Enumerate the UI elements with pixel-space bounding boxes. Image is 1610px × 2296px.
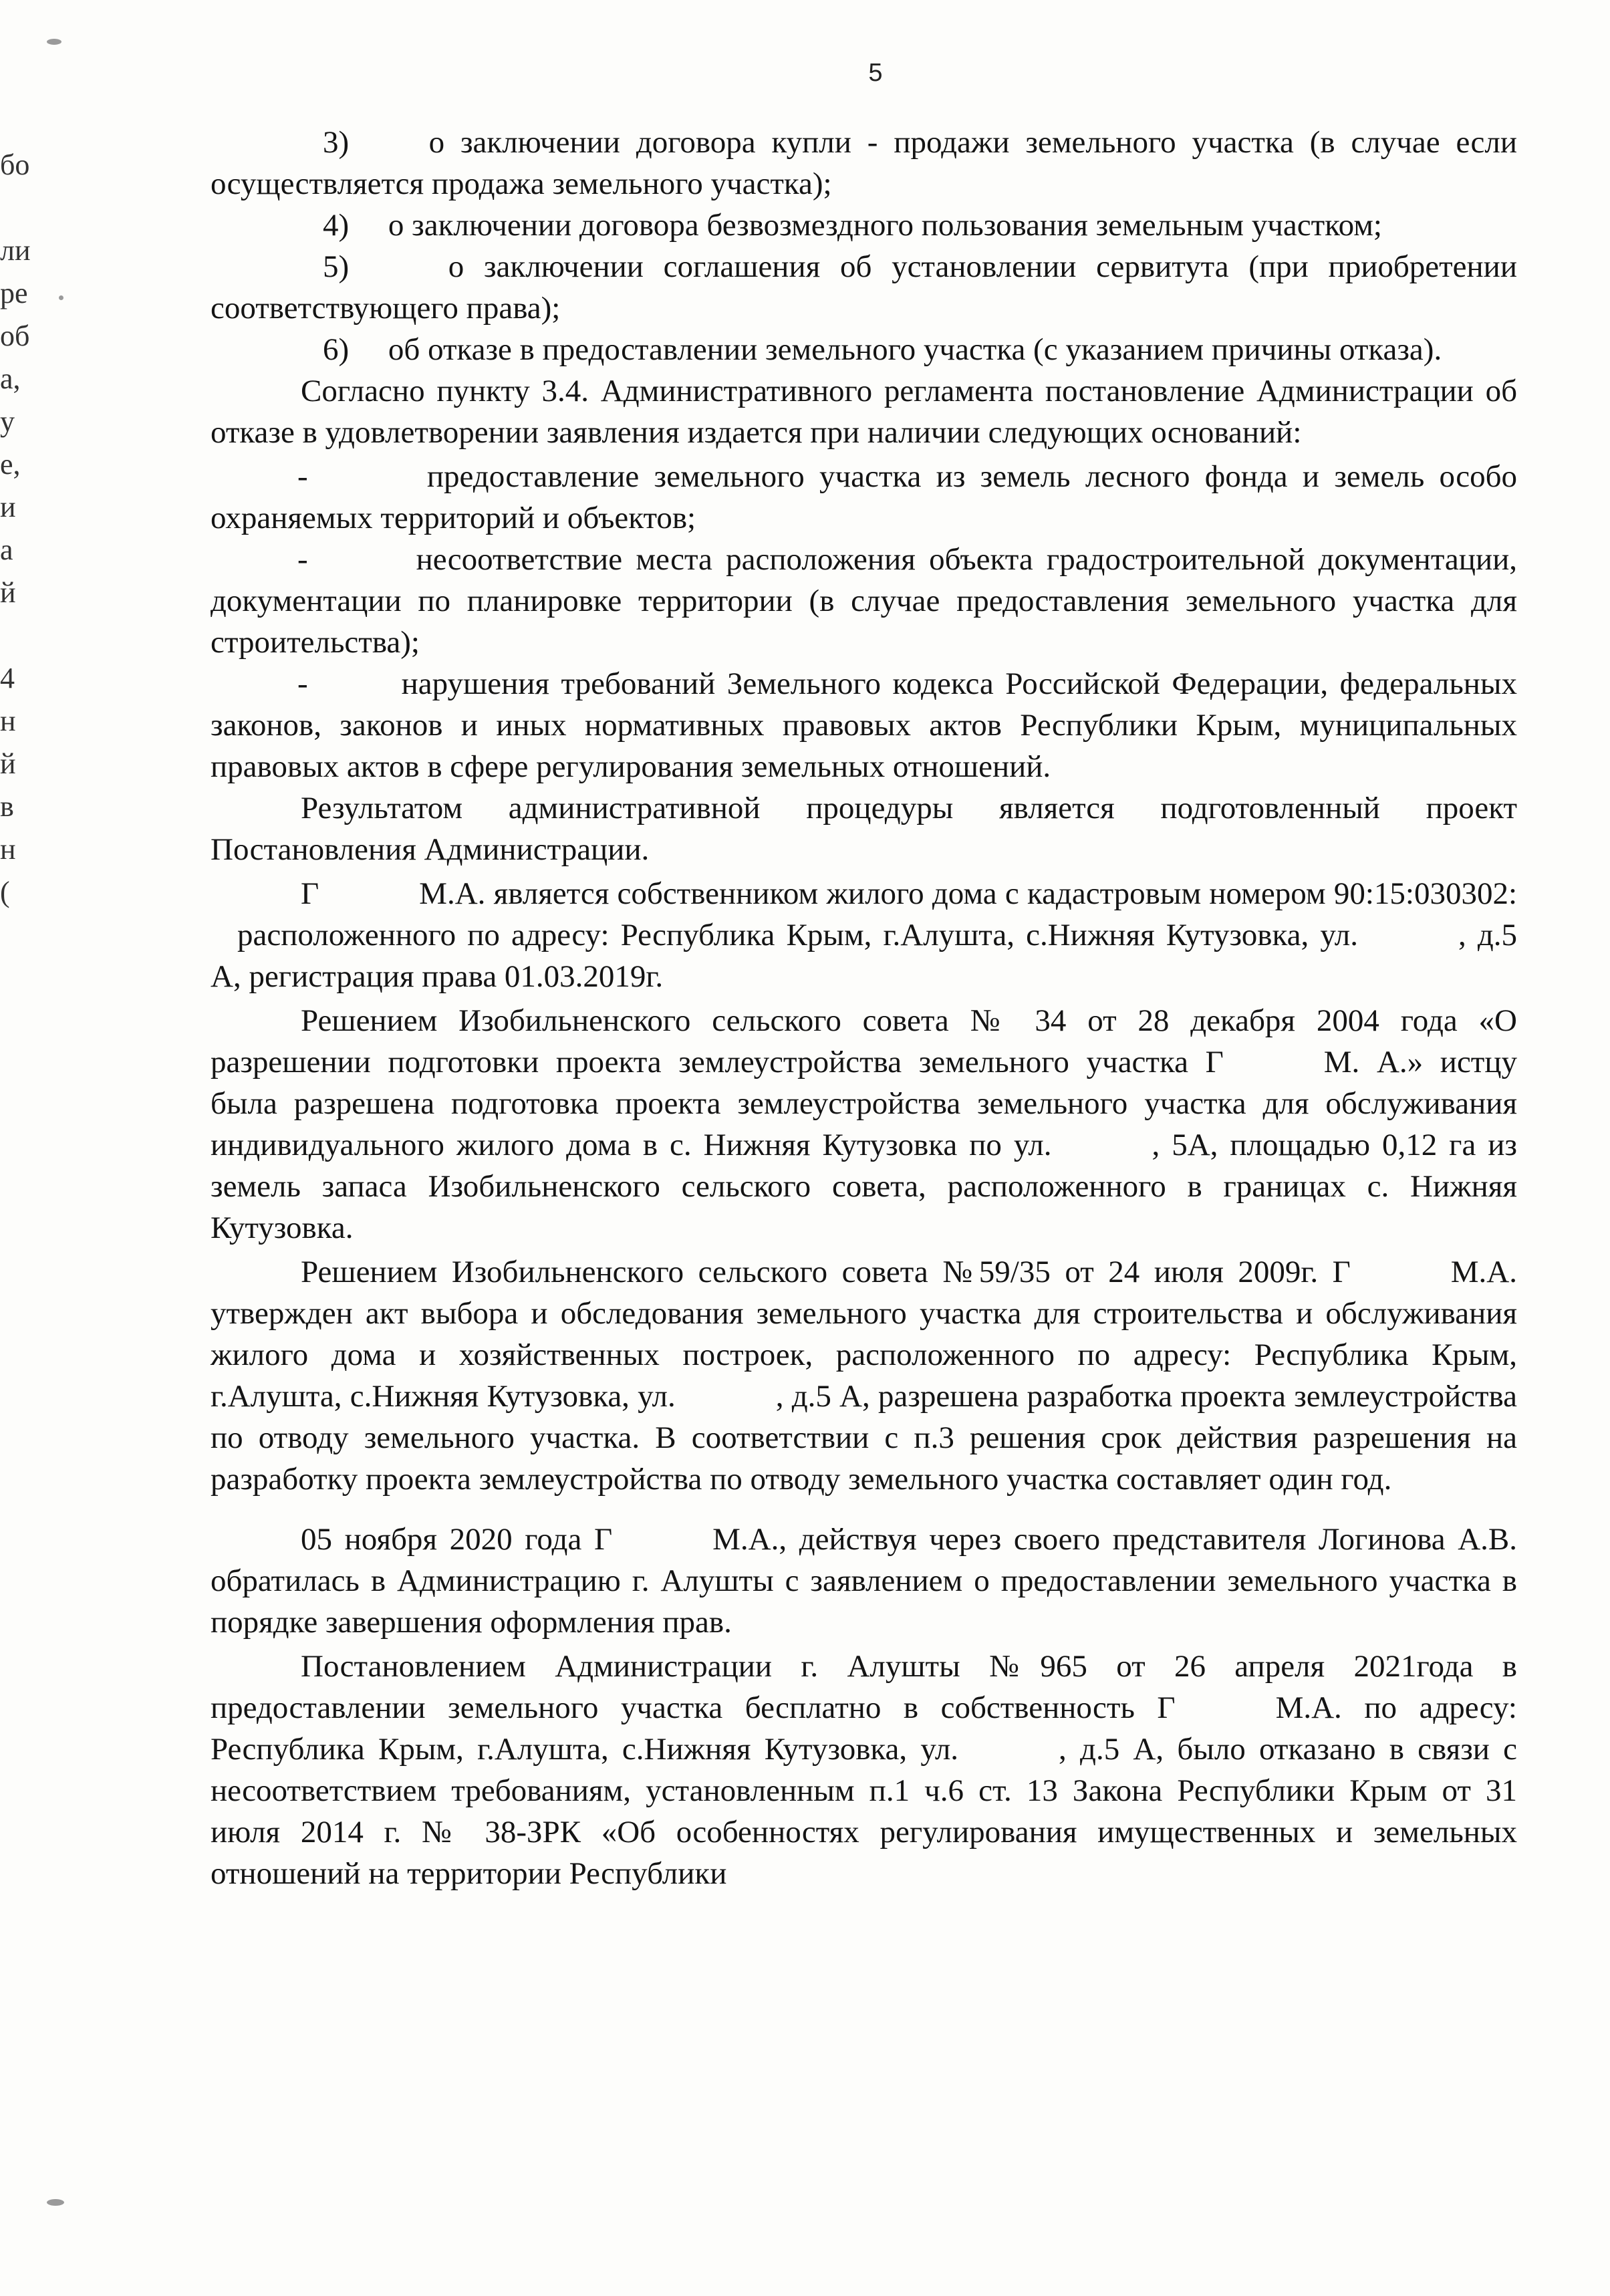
text-run: Решением Изобильненского сельского совета №59/35 от 24 июля 2009г. Г — [301, 1255, 1351, 1289]
list-dash: - — [297, 666, 308, 701]
paragraph-application-2020 — [211, 1519, 1517, 1643]
margin-fragment: й — [0, 747, 16, 780]
page-number: 5 — [868, 59, 883, 87]
list-item-outcome-4 — [211, 205, 1517, 246]
list-text: нарушения требований Земельного кодекса Российской Федерации, федеральных законов, законов и иных нормативных правовых актов Республики Крым, муниципальных правовых актов в сфере регулирования земельных отношений. — [211, 666, 1517, 784]
margin-fragment: и — [0, 491, 16, 523]
margin-fragment: 4 — [0, 662, 15, 694]
paragraph-result: Результатом административной процедуры является подготовленный проект Постановления Администрации. — [211, 791, 1517, 867]
list-number: 6) — [323, 332, 350, 367]
list-number: 3) — [323, 125, 350, 160]
scan-speck — [47, 39, 61, 45]
text-run: М. А.» истцу была разрешена подготовка проекта землеустройства земельного участка для обслуживания индивидуального жилого дома в с. Нижняя Кутузовка по ул. — [211, 1045, 1517, 1162]
margin-fragment: ли — [0, 234, 31, 267]
text-run: , д.5 А, регистрация права 01.03.2019г. — [211, 918, 1517, 994]
text-run: М.А. по адресу: Республика Крым, г.Алушта, с.Нижняя Кутузовка, ул. — [211, 1690, 1517, 1767]
previous-page-margin-bleed — [0, 144, 35, 914]
list-number: 5) — [323, 249, 350, 284]
text-run: расположенного по адресу: Республика Крым, г.Алушта, с.Нижняя Кутузовка, ул. — [237, 918, 1358, 952]
list-dash: - — [297, 542, 308, 577]
list-text: предоставление земельного участка из земель лесного фонда и земель особо охраняемых территорий и объектов; — [211, 459, 1517, 535]
list-text: о заключении договора безвозмездного пользования земельным участком; — [388, 208, 1382, 243]
text-run: , д.5 А, разрешена разработка проекта землеустройства по отводу земельного участка. В соответствии с п.3 решения срок действия разрешения на разработку проекта землеустройства по отводу земельного участка составляет один год. — [211, 1379, 1517, 1497]
margin-fragment: бо — [0, 148, 30, 181]
list-item-outcome-3 — [211, 122, 1517, 205]
margin-fragment: ( — [0, 876, 10, 908]
text-run: М.А., действуя через своего представителя Логинова А.В. обратилась в Администрацию г. Алушты с заявлением о предоставлении земельного участка в порядке завершения оформления прав. — [211, 1522, 1517, 1640]
list-text: о заключении соглашения об установлении сервитута (при приобретении соответствующего права); — [211, 249, 1517, 326]
text-run: , д.5 А, было отказано в связи с несоответствием требованиям, установленным п.1 ч.6 ст. 13 Закона Республики Крым от 31 июля 2014 г. № 38-ЗРК «Об особенностях регулирования имущественных и земельных отношений на территории Республики — [211, 1732, 1518, 1891]
margin-fragment: в — [0, 790, 14, 823]
list-text: несоответствие места расположения объекта градостроительной документации, документации по планировке территории (в случае предоставления земельного участка для строительства); — [211, 542, 1518, 660]
list-item-outcome-5 — [211, 246, 1517, 329]
margin-fragment: а, — [0, 362, 21, 395]
margin-fragment: н — [0, 705, 16, 737]
text-run: Решением Изобильненского сельского совета № 34 от 28 декабря 2004 года «О разрешении подготовки проекта землеустройства земельного участка Г — [211, 1003, 1517, 1079]
list-number: 4) — [323, 208, 350, 243]
list-item-ground — [211, 539, 1517, 663]
margin-fragment: ре — [0, 277, 28, 309]
margin-fragment: й — [0, 576, 16, 609]
margin-fragment — [0, 186, 35, 229]
text-run: 05 ноября 2020 года Г — [301, 1522, 613, 1557]
scan-speck — [59, 295, 63, 300]
text-run: , 5А, площадью 0,12 га из земель запаса Изобильненского сельского совета, расположенного в границах с. Нижняя Кутузовка. — [211, 1128, 1518, 1245]
paragraph-resolution-2021 — [211, 1646, 1517, 1894]
margin-fragment: об — [0, 320, 30, 352]
scan-speck — [47, 2199, 64, 2206]
text-run: М.А. является собственником жилого дома с кадастровым номером 90:15:030302: — [419, 876, 1517, 911]
list-item-ground — [211, 663, 1517, 787]
margin-fragment: е, — [0, 448, 21, 481]
margin-fragment: а — [0, 533, 13, 566]
list-item-ground — [211, 456, 1517, 539]
document-body — [211, 122, 1517, 1897]
list-text: об отказе в предоставлении земельного участка (с указанием причины отказа). — [388, 332, 1442, 367]
list-dash: - — [297, 459, 308, 494]
list-text: о заключении договора купли - продажи земельного участка (в случае если осуществляется продажа земельного участка); — [211, 125, 1517, 201]
text-run: Г — [301, 876, 319, 911]
text-run: Постановлением Администрации г. Алушты №965 от 26 апреля 2021года в предоставлении земельного участка бесплатно в собственность Г — [211, 1649, 1517, 1725]
paragraph-decision-2004 — [211, 1000, 1517, 1249]
margin-fragment: у — [0, 405, 15, 438]
text-run: М.А. утвержден акт выбора и обследования земельного участка для строительства и обслуживания жилого дома и хозяйственных построек, расположенного по адресу: Республика Крым, г.Алушта, с.Нижняя Кутузовка, ул. — [211, 1255, 1517, 1414]
paragraph-grounds-intro: Согласно пункту 3.4. Административного регламента постановление Администрации об отказе в удовлетворении заявления издается при наличии следующих оснований: — [211, 374, 1517, 450]
paragraph-owner — [211, 873, 1517, 997]
margin-fragment — [0, 614, 35, 657]
margin-fragment: н — [0, 833, 16, 866]
list-item-outcome-6 — [211, 329, 1517, 370]
paragraph-decision-2009 — [211, 1251, 1517, 1500]
